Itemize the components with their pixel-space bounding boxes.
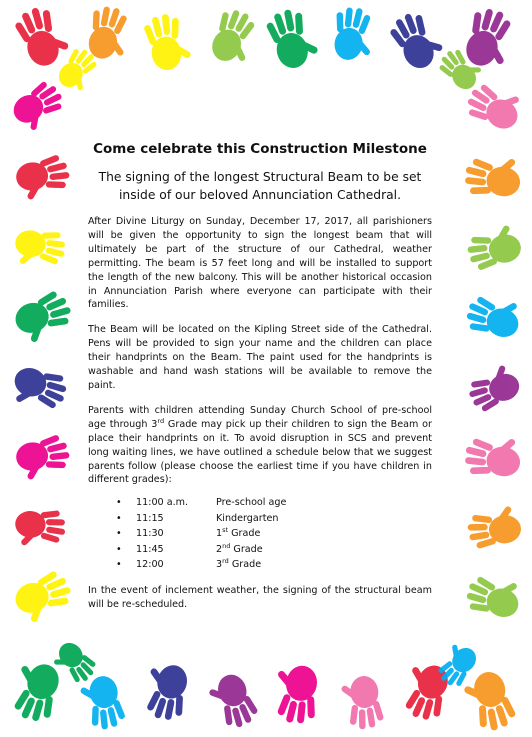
- handprint-icon: [385, 6, 448, 75]
- intro-text-2: Grade may pick up their children to sign the Beam or place their handprints on it. To avoid disruption in SCS and prevent long waiting lines, we have outlined a schedule below that we suggest parents follow (please choose the earliest time if you have children in different grades):: [88, 418, 432, 486]
- handprint-icon: [462, 568, 526, 625]
- paragraph-liturgy: After Divine Liturgy on Sunday, December 17, 2017, all parishioners will be given the opportunity to sign the longest beam that will ultimately be part of the structure of our Cathedral, weather permitting. The beam is 57 feet long and will be installed to support the length of the new balcony. This will be another historical occasion in Annunciation Parish where everyone can participate with their families.: [88, 216, 432, 311]
- schedule-grade: 1st Grade: [216, 526, 261, 540]
- flyer-title: Come celebrate this Construction Milestone: [93, 141, 427, 157]
- handprint-icon: [12, 225, 69, 272]
- schedule-time: 11:15: [136, 512, 164, 524]
- handprint-icon: [7, 360, 71, 417]
- bullet-icon: •: [116, 543, 122, 555]
- schedule-grade: 3rd Grade: [216, 557, 262, 571]
- handprint-icon: [464, 222, 524, 272]
- schedule-item: [88, 511, 432, 527]
- handprint-icon: [460, 668, 519, 736]
- handprint-icon: [263, 4, 322, 72]
- schedule-time: 12:00: [136, 559, 164, 571]
- handprint-icon: [462, 150, 525, 202]
- handprint-icon: [77, 673, 127, 733]
- handprint-icon: [10, 287, 77, 347]
- schedule-time: 11:45: [136, 543, 164, 555]
- handprint-icon: [204, 4, 264, 70]
- handprint-icon: [204, 669, 261, 733]
- schedule-grade: Kindergarten: [216, 512, 279, 524]
- bullet-icon: •: [116, 528, 122, 540]
- handprint-icon: [4, 656, 67, 726]
- schedule-time: 11:00 a.m.: [136, 497, 189, 509]
- bullet-icon: •: [116, 512, 122, 524]
- schedule-time: 11:30: [136, 528, 164, 540]
- flyer-subtitle: [88, 168, 432, 204]
- handprint-icon: [13, 433, 73, 483]
- handprint-icon: [339, 675, 385, 732]
- paragraph-schedule-intro: [88, 404, 432, 487]
- handprint-icon: [138, 659, 194, 724]
- handprint-icon: [458, 3, 521, 73]
- handprint-icon: [462, 288, 526, 345]
- bullet-icon: •: [116, 497, 122, 509]
- schedule-item: [88, 557, 432, 573]
- handprint-icon: [11, 1, 74, 71]
- handprint-icon: [142, 10, 194, 73]
- subtitle-line-2: inside of our beloved Annunciation Cathedral.: [118, 188, 401, 202]
- schedule-list: [88, 495, 432, 573]
- handprint-icon: [269, 661, 324, 726]
- intro-ordinal: rd: [157, 416, 165, 425]
- schedule-item: [88, 495, 432, 511]
- schedule-grade: 2nd Grade: [216, 541, 263, 555]
- schedule-item: [88, 526, 432, 542]
- handprint-icon: [13, 506, 67, 549]
- intro-text-1: Parents with children attending Sunday Church School of pre-school age through 3: [88, 404, 432, 430]
- schedule-item: [88, 542, 432, 558]
- bullet-icon: •: [116, 559, 122, 571]
- handprint-icon: [10, 567, 77, 627]
- handprint-icon: [329, 4, 379, 64]
- paragraph-weather: In the event of inclement weather, the signing of the structural beam will be re-scheduled.: [88, 584, 432, 610]
- paragraph-location: The Beam will be located on the Kipling Street side of the Cathedral. Pens will be provided to sign your name and the children can place their handprints on the Beam. The paint used for the handprints is washable and hand wash stations will be available to remove the paint.: [88, 324, 432, 391]
- flyer-content: [88, 132, 432, 632]
- schedule-grade: Pre-school age: [216, 497, 287, 509]
- handprint-icon: [466, 504, 523, 550]
- subtitle-line-1: The signing of the longest Structural Beam to be set: [98, 170, 422, 184]
- handprint-icon: [462, 430, 525, 482]
- handprint-icon: [463, 361, 524, 415]
- handprint-icon: [7, 77, 70, 136]
- handprint-icon: [13, 153, 73, 203]
